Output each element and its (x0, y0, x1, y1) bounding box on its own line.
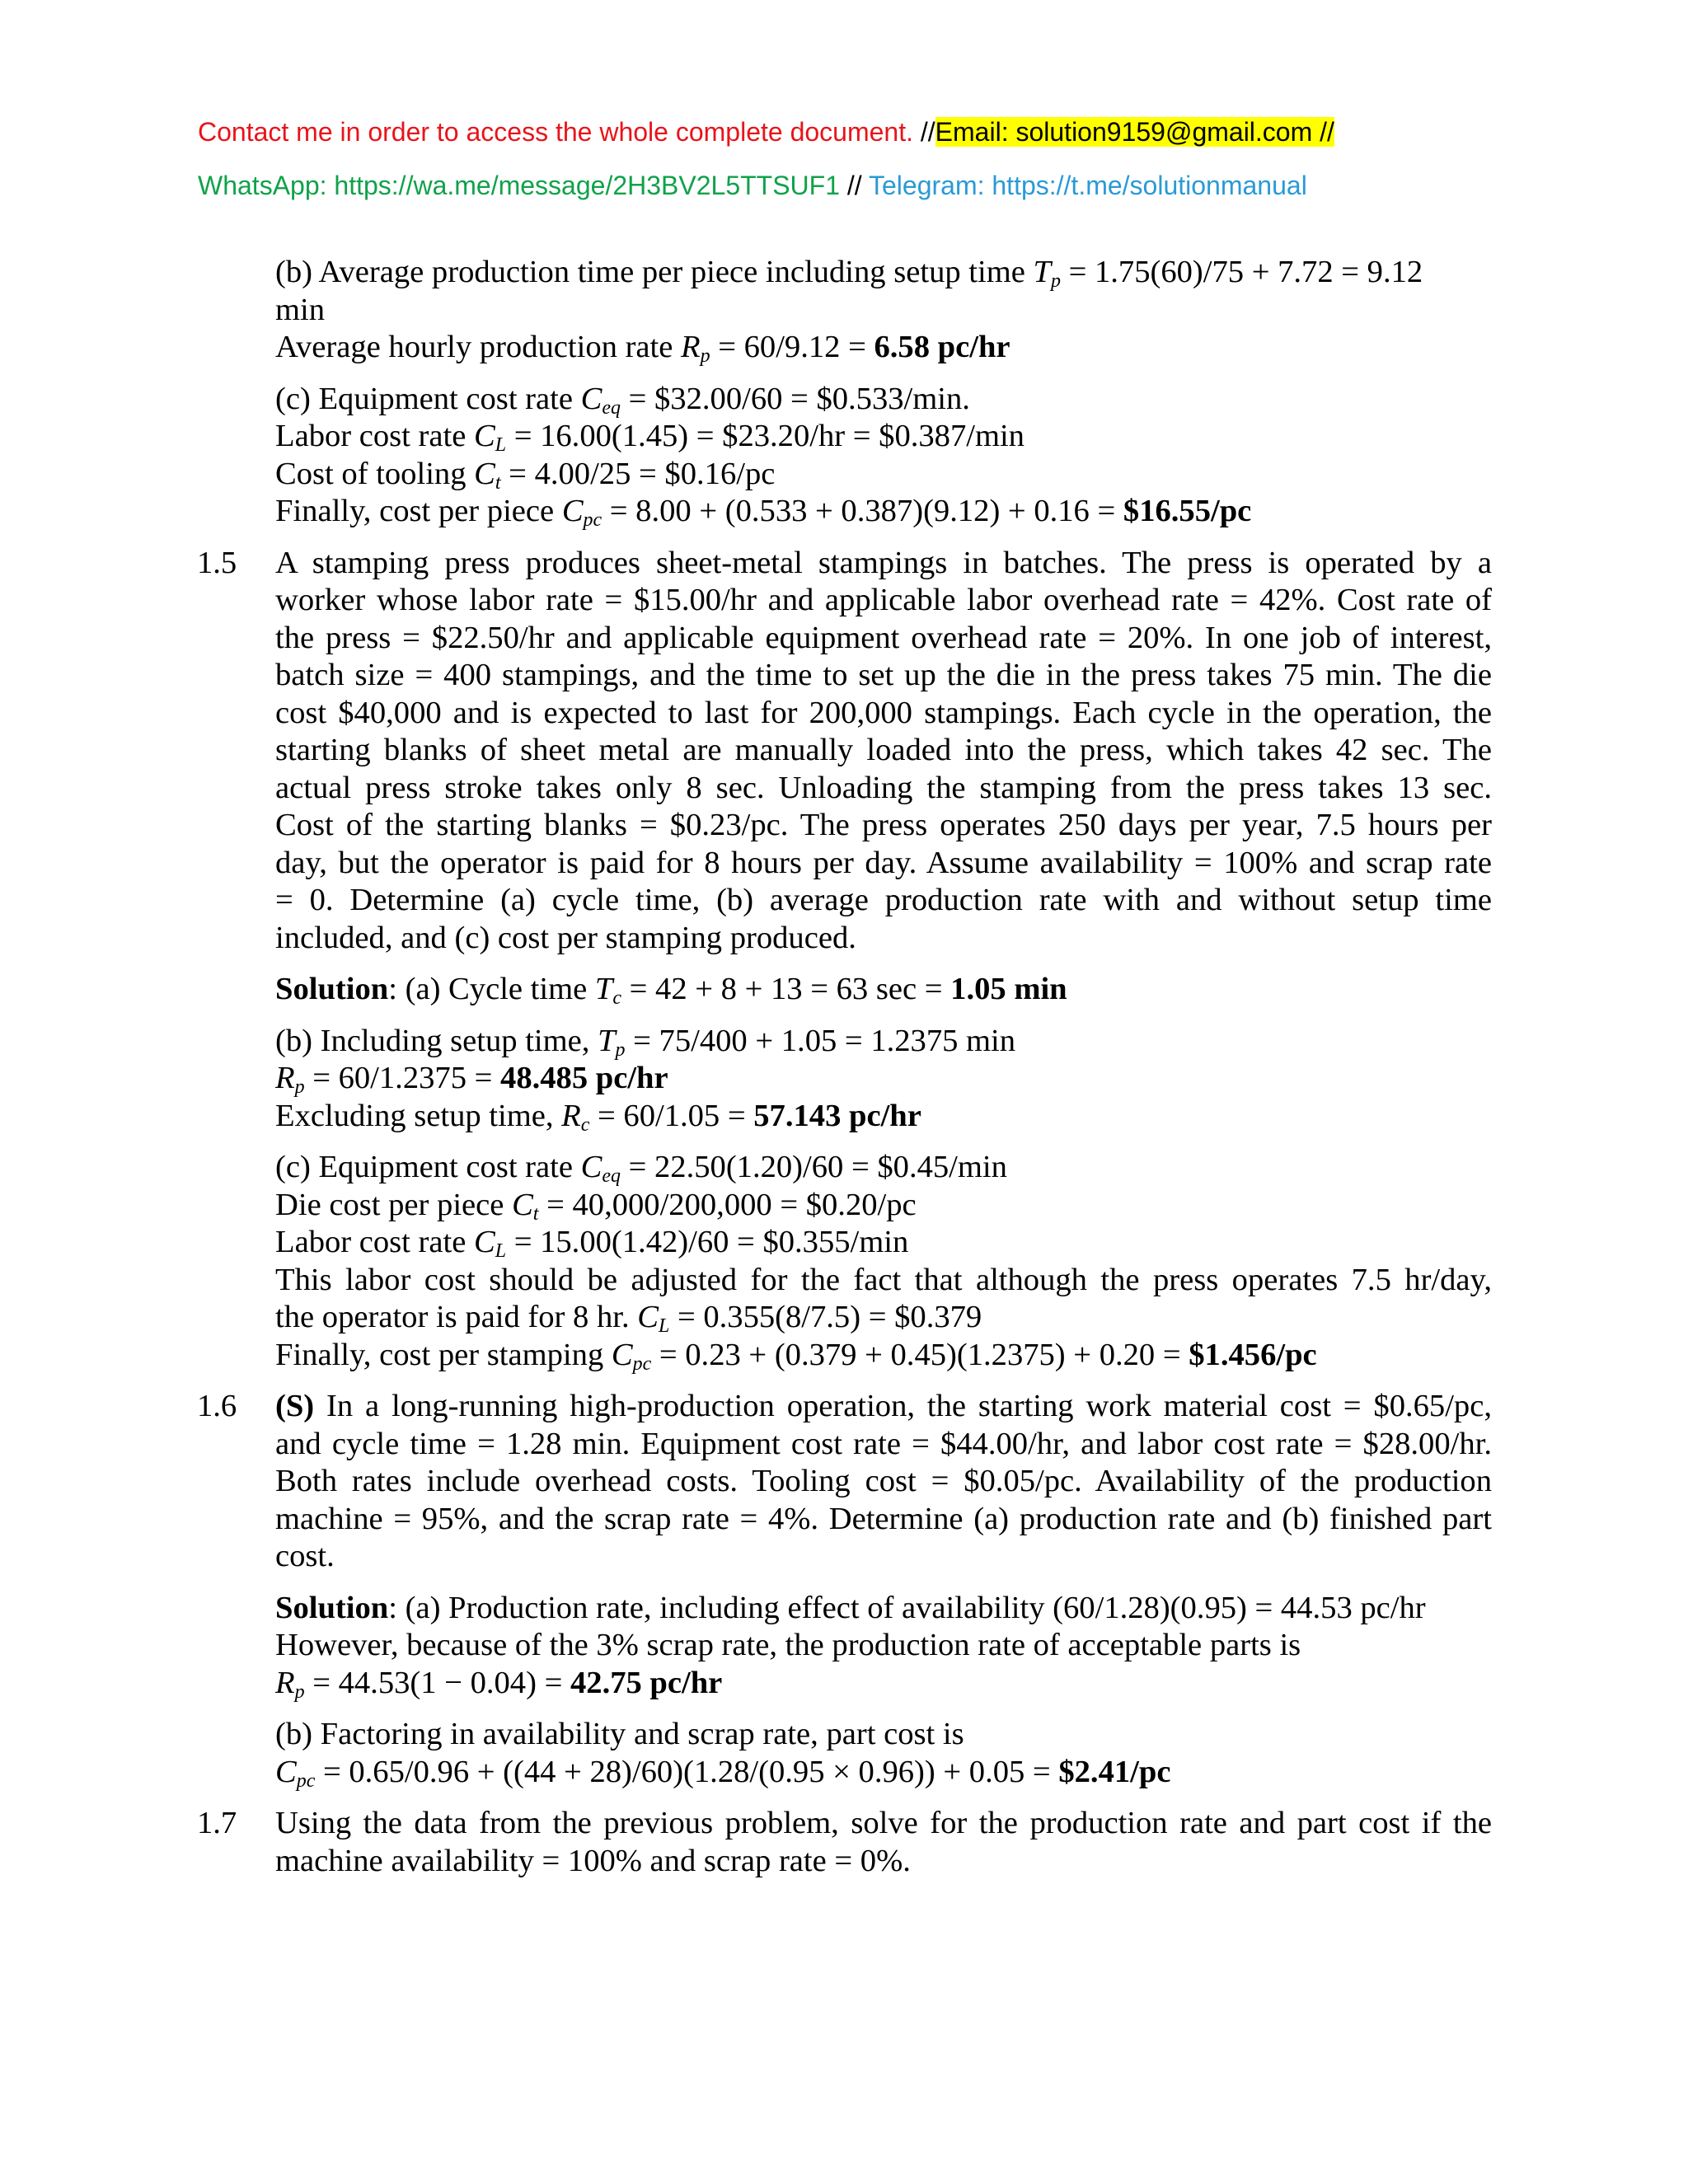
problem-statement: Using the data from the previous problem, solve for the production rate and part cost if the machine availability = 100% and scrap rate = 0%. (275, 1806, 1492, 1878)
text-line: Finally, cost per piece $C_{pc} = 8.00 + (0.533 + 0.387)(9.12) + 0.16$ = $16.55/pc (275, 494, 1252, 531)
answer: 42.75 pc/hr (570, 1665, 723, 1700)
text-line: $C_{pc} = 0.65/0.96 + ((44 + 28)/60)(1.28/(0.95 \times 0.96)) + 0.05$ = $2.41/pc (275, 1754, 1171, 1792)
text-line: Labor cost rate $C_L = 16.00(1.45)$ = $23.20/hr = $0.387/min (275, 419, 1025, 456)
text-line: Finally, cost per stamping $C_{pc} = 0.23 + (0.379 + 0.45)(1.2375) + 0.20$ = $1.456/pc (275, 1337, 1317, 1375)
header-contact-line (198, 117, 1334, 148)
problem-number: 1.5 (197, 545, 237, 580)
contact-text: Contact me in order to access the whole complete document. (198, 117, 913, 147)
prev-solution-b (275, 254, 1492, 367)
prev-solution-c (275, 381, 1492, 531)
problem-1-7 (190, 1805, 1492, 1880)
problem-1-5 (190, 545, 1492, 958)
text-line: However, because of the 3% scrap rate, the production rate of acceptable parts is (275, 1628, 1301, 1662)
s-tag: (S) (275, 1389, 315, 1423)
whatsapp-link[interactable]: WhatsApp: https://wa.me/message/2H3BV2L5TTSUF1 (198, 171, 840, 200)
text-line: Cost of tooling $C_t = 4.00/25$ = $0.16/pc (275, 456, 776, 494)
text-line: (b) Average production time per piece including setup time $T_p = 1.75(60)/75 + 7.72 = 9.12$ (275, 255, 1423, 292)
text-line: Solution: (a) Cycle time $T_c = 42 + 8 + 13 = 63$ sec = 1.05 min (275, 972, 1067, 1009)
text-line: Labor cost rate $C_L = 15.00(1.42)/60$ = $0.355/min (275, 1225, 909, 1262)
solution-1-5-b (275, 1023, 1492, 1136)
solution-1-5-c (275, 1149, 1492, 1374)
answer: $1.456/pc (1189, 1337, 1317, 1372)
text-line: Die cost per piece $C_t = 40,000/200,000$ = $0.20/pc (275, 1187, 917, 1225)
document-body (190, 254, 1492, 1894)
answer: 57.143 pc/hr (753, 1098, 921, 1133)
telegram-link[interactable]: Telegram: https://t.me/solutionmanual (868, 171, 1307, 200)
answer: $2.41/pc (1058, 1754, 1171, 1789)
solution-label: Solution (275, 972, 389, 1006)
problem-number: 1.7 (197, 1806, 237, 1840)
text-line: Excluding setup time, $R_c = 60/1.05 = 57.143$ pc/hr (275, 1098, 921, 1136)
solution-label: Solution (275, 1590, 389, 1625)
solution-1-6-a (275, 1590, 1492, 1703)
problem-statement: (S) In a long-running high-production operation, the starting work material cost = $0.65/pc, and cycle time = 1.28 min. Equipment cost rate = $44.00/hr, and labor cost rate = $28.00/hr. Both rates include overhead costs. Tooling cost = $0.05/pc. Availability of the production machine = 95%, and the scrap rate = 4%. Determine (a) production rate and (b) finished part cost. (275, 1389, 1492, 1573)
text-line: $R_p = 44.53(1 - 0.04) = 42.75$ pc/hr (275, 1665, 723, 1703)
solution-1-5-a (275, 971, 1492, 1009)
text-line: $R_p = 60/1.2375 = 48.485$ pc/hr (275, 1061, 668, 1098)
problem-1-6 (190, 1388, 1492, 1576)
answer: $16.55/pc (1123, 494, 1252, 528)
text-line: Solution: (a) Production rate, including effect of availability (60/1.28)(0.95) = 44.53 pc/hr (275, 1590, 1426, 1625)
text-line: (c) Equipment cost rate $C_{eq} = 22.50(1.20)/60$ = $0.45/min (275, 1150, 1007, 1187)
text-line: the operator is paid for 8 hr. $C_L = 0.355(8/7.5)$ = $0.379 (275, 1300, 982, 1337)
text-line: (c) Equipment cost rate $C_{eq}$ = $32.00/60 = $0.533/min. (275, 381, 970, 419)
answer: 1.05 min (950, 972, 1067, 1006)
header-links-line (198, 171, 1307, 201)
text-line: Average hourly production rate $R_p = 60/9.12 = 6.58$ pc/hr (275, 330, 1010, 367)
problem-number: 1.6 (197, 1389, 237, 1423)
text-line: (b) Including setup time, $T_p = 75/400 + 1.05 = 1.2375$ min (275, 1023, 1016, 1061)
text-line: min (275, 292, 326, 327)
solution-1-6-b (275, 1716, 1492, 1791)
text-line: This labor cost should be adjusted for the fact that although the press operates 7.5 hr/day, (275, 1262, 1492, 1297)
separator: // (913, 117, 935, 147)
separator: // (840, 171, 869, 200)
text-line: (b) Factoring in availability and scrap rate, part cost is (275, 1717, 964, 1751)
email-link[interactable]: Email: solution9159@gmail.com // (935, 117, 1334, 147)
problem-statement: A stamping press produces sheet-metal stampings in batches. The press is operated by a worker whose labor rate = $15.00/hr and applicable labor overhead rate = 42%. Cost rate of the press = $22.50/hr and applicable equipment overhead rate = 20%. In one job of interest, batch size = 400 stampings, and the time to set up the die in the press takes 75 min. The die cost $40,000 and is expected to last for 200,000 stampings. Each cycle in the operation, the starting blanks of sheet metal are manually loaded into the press, which takes 42 sec. The actual press stroke takes only 8 sec. Unloading the stamping from the press takes 13 sec. Cost of the starting blanks = $0.23/pc. The press operates 250 days per year, 7.5 hours per day, but the operator is paid for 8 hours per day. Assume availability = 100% and scrap rate = 0. Determine (a) cycle time, (b) average production rate with and without setup time included, and (c) cost per stamping produced. (275, 545, 1492, 955)
answer: 48.485 pc/hr (500, 1061, 668, 1095)
answer: 6.58 pc/hr (874, 330, 1010, 364)
